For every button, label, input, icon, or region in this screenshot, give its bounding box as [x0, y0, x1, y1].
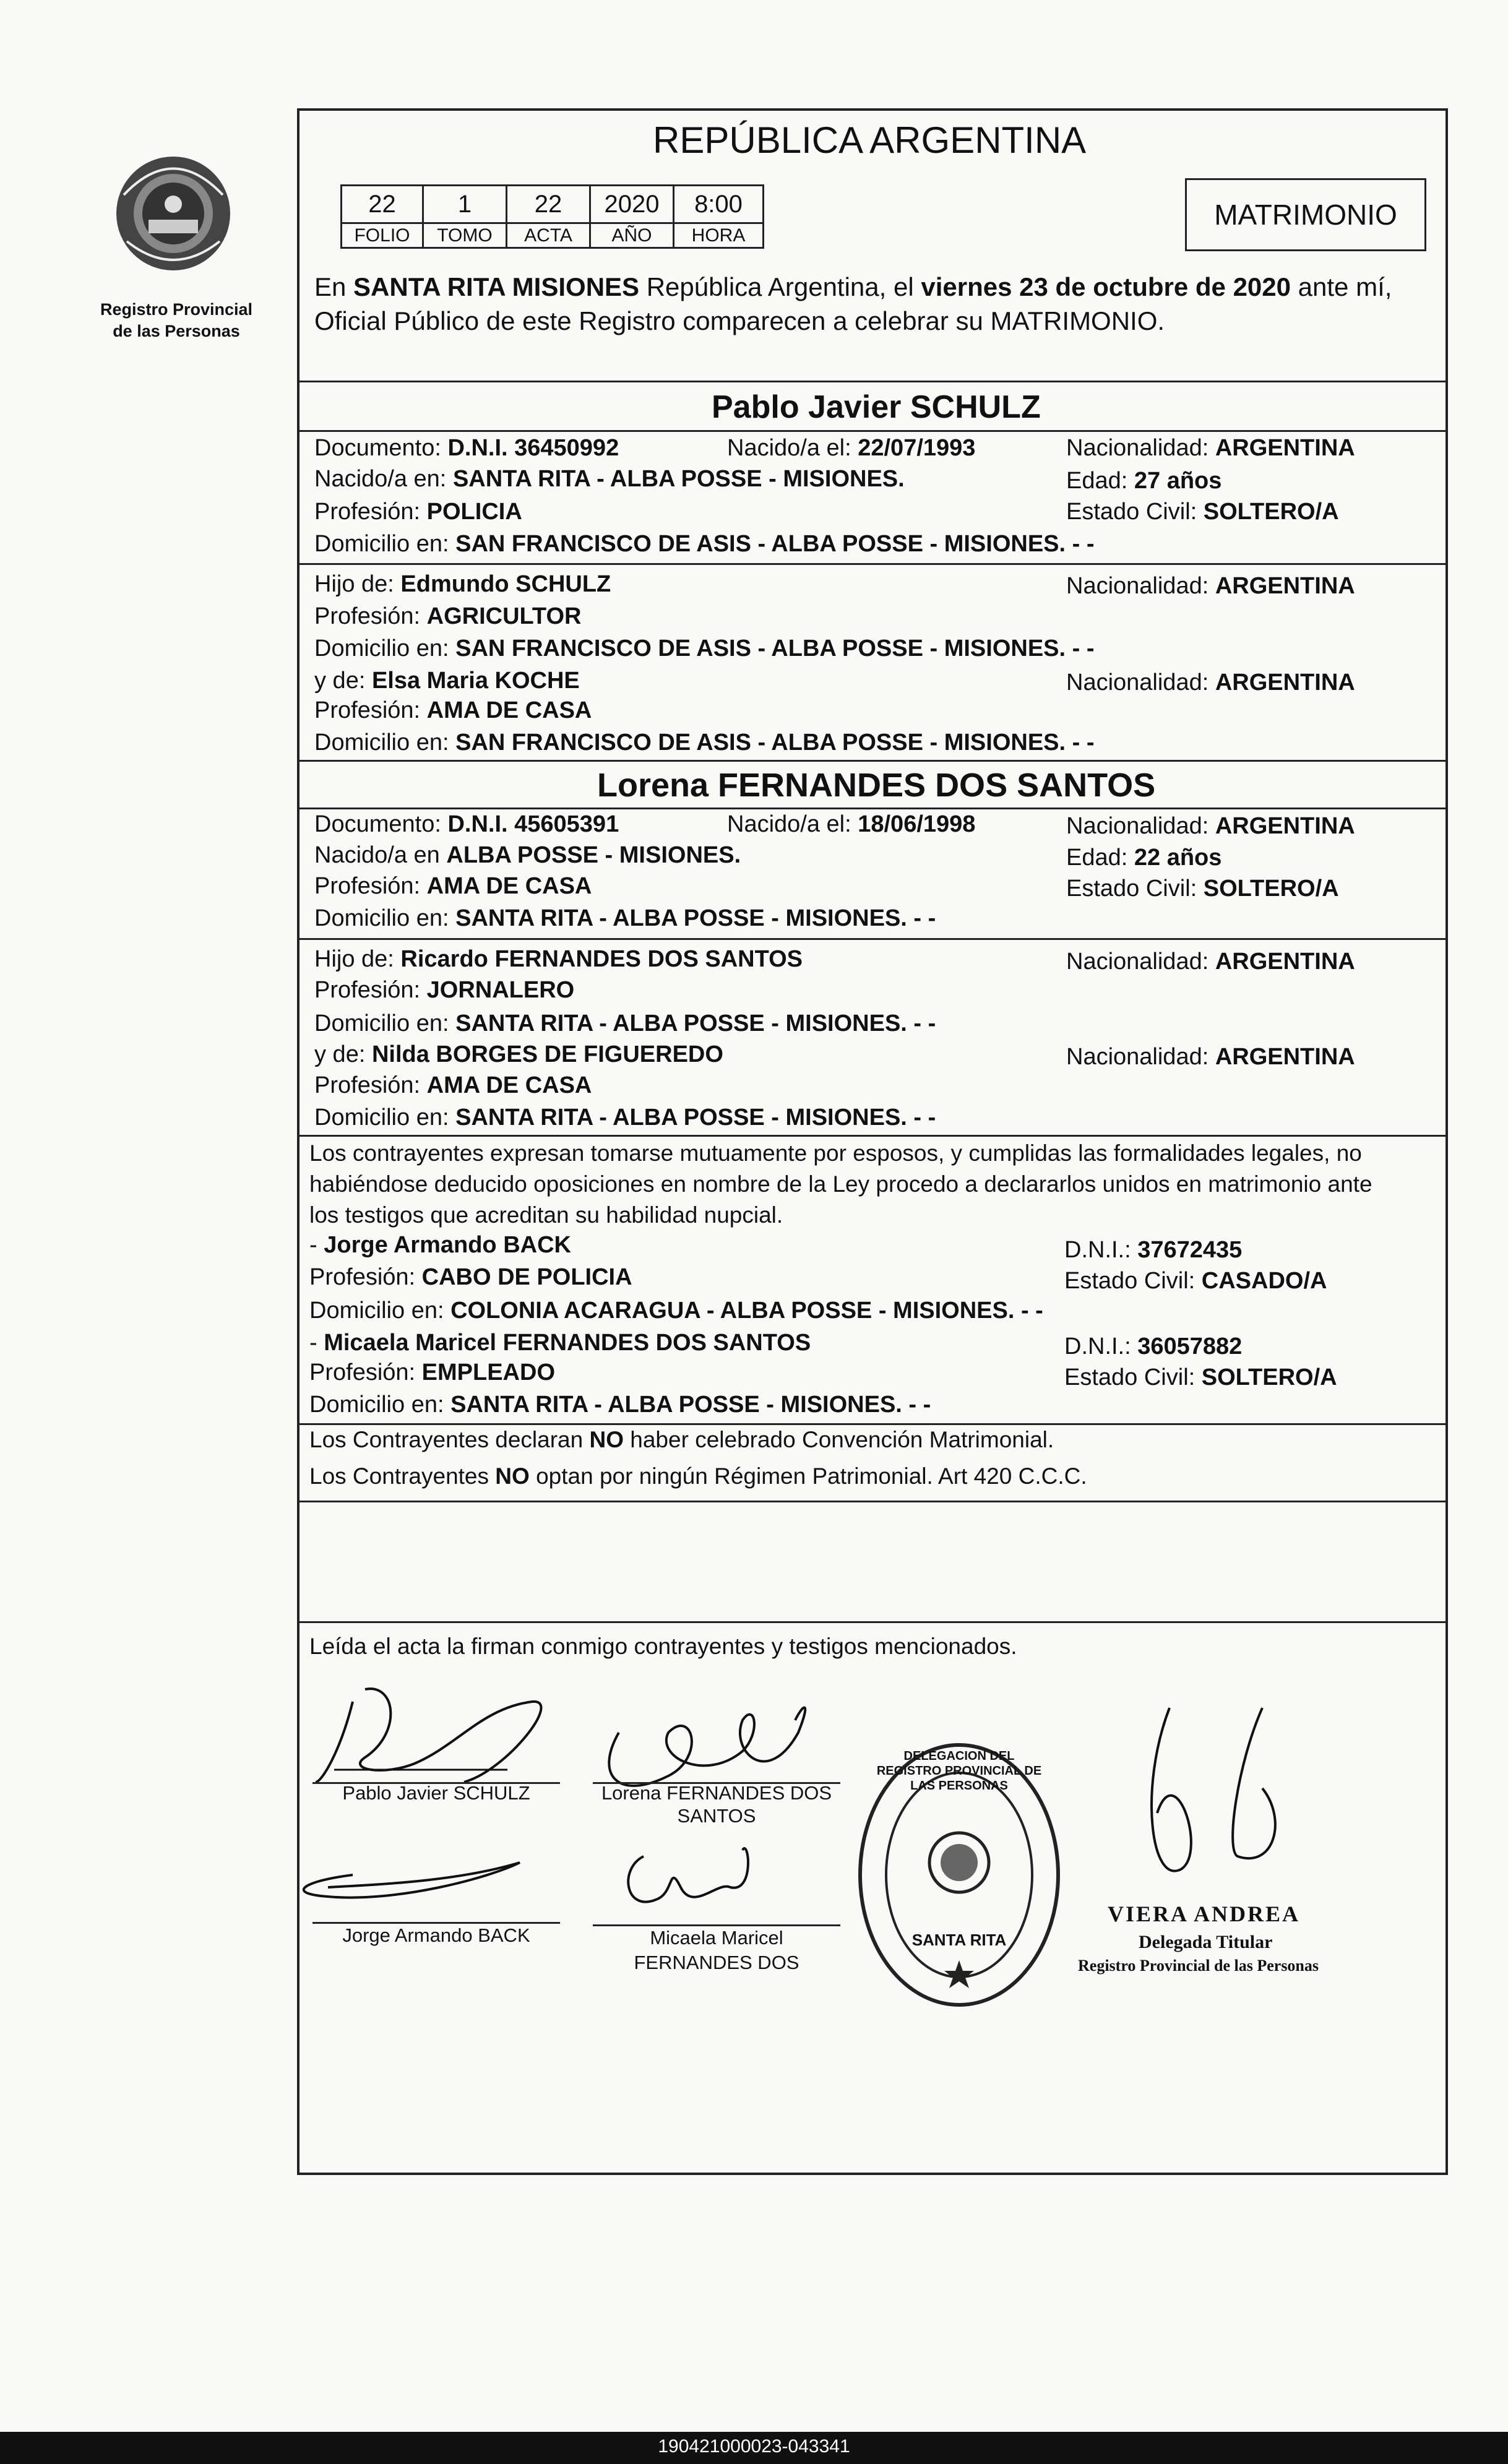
officer-name: VIERA ANDREA — [1108, 1902, 1301, 1926]
groom-father-domicile: Domicilio en: SAN FRANCISCO DE ASIS - ALBA POSSE - MISIONES. - - — [314, 635, 1095, 661]
divider — [297, 563, 1448, 565]
divider — [297, 1621, 1448, 1623]
record-type-box: MATRIMONIO — [1185, 178, 1426, 251]
bride-birthplace: Nacido/a en ALBA POSSE - MISIONES. — [314, 842, 741, 868]
witness-1-domicile: Domicilio en: COLONIA ACARAGUA - ALBA POSSE - MISIONES. - - — [309, 1298, 1043, 1324]
bride-father: Hijo de: Ricardo FERNANDES DOS SANTOS — [314, 946, 803, 972]
groom-father-profession: Profesión: AGRICULTOR — [314, 603, 582, 629]
signature-witness-2-label-2: FERNANDES DOS — [634, 1952, 799, 1973]
groom-birthplace: Nacido/a en: SANTA RITA - ALBA POSSE - MISIONES. — [314, 466, 905, 492]
bride-domicile: Domicilio en: SANTA RITA - ALBA POSSE - MISIONES. - - — [314, 905, 936, 931]
bride-mother: y de: Nilda BORGES DE FIGUEREDO — [314, 1041, 723, 1067]
country-title: REPÚBLICA ARGENTINA — [653, 119, 1087, 161]
declaration-line-2: habiéndose deducido oposiciones en nombre de la Ley procedo a declararlos unidos en matrimonio ante — [309, 1171, 1372, 1197]
groom-civil-status: Estado Civil: SOLTERO/A — [1066, 499, 1339, 525]
witness-2-domicile: Domicilio en: SANTA RITA - ALBA POSSE - MISIONES. - - — [309, 1392, 931, 1418]
intro-line-2: Oficial Público de este Registro comparecen a celebrar su MATRIMONIO. — [314, 306, 1165, 335]
signature-bride-label-2: SANTOS — [677, 1805, 756, 1827]
tomo-value: 1 — [424, 184, 507, 224]
bride-civil-status: Estado Civil: SOLTERO/A — [1066, 876, 1339, 902]
groom-mother-domicile: Domicilio en: SAN FRANCISCO DE ASIS - ALBA POSSE - MISIONES. - - — [314, 730, 1095, 756]
regime-line-2: Los Contrayentes NO optan por ningún Régimen Patrimonial. Art 420 C.C.C. — [309, 1463, 1087, 1489]
witness-2-name: - Micaela Maricel FERNANDES DOS SANTOS — [309, 1330, 811, 1356]
bride-profession: Profesión: AMA DE CASA — [314, 873, 592, 899]
tomo-label: TOMO — [424, 224, 507, 249]
witness-2-civil-status: Estado Civil: SOLTERO/A — [1064, 1364, 1337, 1390]
intro-line-1: En SANTA RITA MISIONES República Argentina, el viernes 23 de octubre de 2020 ante mí, — [314, 272, 1392, 301]
bride-document: Documento: D.N.I. 45605391 — [314, 811, 619, 837]
bride-father-domicile: Domicilio en: SANTA RITA - ALBA POSSE - MISIONES. - - — [314, 1010, 936, 1036]
bride-birthdate: Nacido/a el: 18/06/1998 — [727, 811, 976, 837]
witness-2-dni: D.N.I.: 36057882 — [1064, 1333, 1243, 1359]
bride-mother-profession: Profesión: AMA DE CASA — [314, 1072, 592, 1098]
logo-caption-2: de las Personas — [113, 322, 240, 340]
witness-1-name: - Jorge Armando BACK — [309, 1232, 571, 1258]
footer-code: 190421000023-043341 — [658, 2436, 850, 2457]
record-number-labels — [340, 224, 764, 249]
witness-2-profession: Profesión: EMPLEADO — [309, 1359, 556, 1385]
divider — [297, 938, 1448, 940]
groom-mother-nationality: Nacionalidad: ARGENTINA — [1066, 670, 1355, 696]
bride-nationality: Nacionalidad: ARGENTINA — [1066, 813, 1355, 839]
officer-role: Delegada Titular — [1139, 1932, 1273, 1952]
year-label: AÑO — [591, 224, 674, 249]
groom-nationality: Nacionalidad: ARGENTINA — [1066, 435, 1355, 461]
officer-organization: Registro Provincial de las Personas — [1078, 1957, 1319, 1975]
bride-mother-nationality: Nacionalidad: ARGENTINA — [1066, 1044, 1355, 1070]
hour-label: HORA — [674, 224, 764, 249]
bride-father-profession: Profesión: JORNALERO — [314, 977, 575, 1003]
divider — [297, 430, 1448, 432]
divider — [297, 1135, 1448, 1137]
bride-age: Edad: 22 años — [1066, 845, 1222, 871]
witness-1-civil-status: Estado Civil: CASADO/A — [1064, 1268, 1327, 1294]
groom-father: Hijo de: Edmundo SCHULZ — [314, 571, 611, 597]
acta-value: 22 — [507, 184, 591, 224]
stamp-inner-text: SANTA RITA — [911, 1931, 1007, 1949]
signature-witness-1-label: Jorge Armando BACK — [342, 1924, 530, 1946]
bride-mother-domicile: Domicilio en: SANTA RITA - ALBA POSSE - MISIONES. - - — [314, 1105, 936, 1131]
divider — [297, 1501, 1448, 1502]
folio-value: 22 — [340, 184, 424, 224]
regime-line-1: Los Contrayentes declaran NO haber celebrado Convención Matrimonial. — [309, 1427, 1054, 1452]
groom-mother: y de: Elsa Maria KOCHE — [314, 668, 580, 694]
signature-bride-label-1: Lorena FERNANDES DOS — [601, 1782, 832, 1804]
declaration-line-1: Los contrayentes expresan tomarse mutuamente por esposos, y cumplidas las formalidades legales, no — [309, 1140, 1362, 1166]
record-number-values — [340, 184, 764, 224]
closing-statement: Leída el acta la firman conmigo contrayentes y testigos mencionados. — [309, 1634, 1017, 1659]
misiones-seal-icon — [111, 136, 235, 291]
witness-1-profession: Profesión: CABO DE POLICIA — [309, 1264, 632, 1290]
groom-father-nationality: Nacionalidad: ARGENTINA — [1066, 573, 1355, 599]
folio-label: FOLIO — [340, 224, 424, 249]
signature-groom-label: Pablo Javier SCHULZ — [342, 1782, 530, 1804]
witness-1-dni: D.N.I.: 37672435 — [1064, 1237, 1243, 1263]
groom-profession: Profesión: POLICIA — [314, 499, 522, 525]
groom-document: Documento: D.N.I. 36450992 — [314, 435, 619, 461]
provincial-logo — [111, 136, 235, 291]
year-value: 2020 — [591, 184, 674, 224]
groom-age: Edad: 27 años — [1066, 468, 1222, 494]
groom-mother-profession: Profesión: AMA DE CASA — [314, 697, 592, 723]
divider — [297, 760, 1448, 762]
signature-witness-2-label-1: Micaela Maricel — [650, 1927, 783, 1949]
groom-name: Pablo Javier SCHULZ — [712, 389, 1041, 425]
hour-value: 8:00 — [674, 184, 764, 224]
groom-domicile: Domicilio en: SAN FRANCISCO DE ASIS - ALBA POSSE - MISIONES. - - — [314, 531, 1095, 557]
declaration-line-3: los testigos que acreditan su habilidad nupcial. — [309, 1202, 783, 1228]
logo-caption-1: Registro Provincial — [100, 300, 253, 319]
acta-label: ACTA — [507, 224, 591, 249]
stamp-ring-text: DELEGACION DEL REGISTRO PROVINCIAL DE LAS PERSONAS — [876, 1749, 1042, 1793]
bride-name: Lorena FERNANDES DOS SANTOS — [597, 767, 1156, 804]
groom-birthdate: Nacido/a el: 22/07/1993 — [727, 435, 976, 461]
bride-father-nationality: Nacionalidad: ARGENTINA — [1066, 949, 1355, 975]
divider — [297, 381, 1448, 382]
